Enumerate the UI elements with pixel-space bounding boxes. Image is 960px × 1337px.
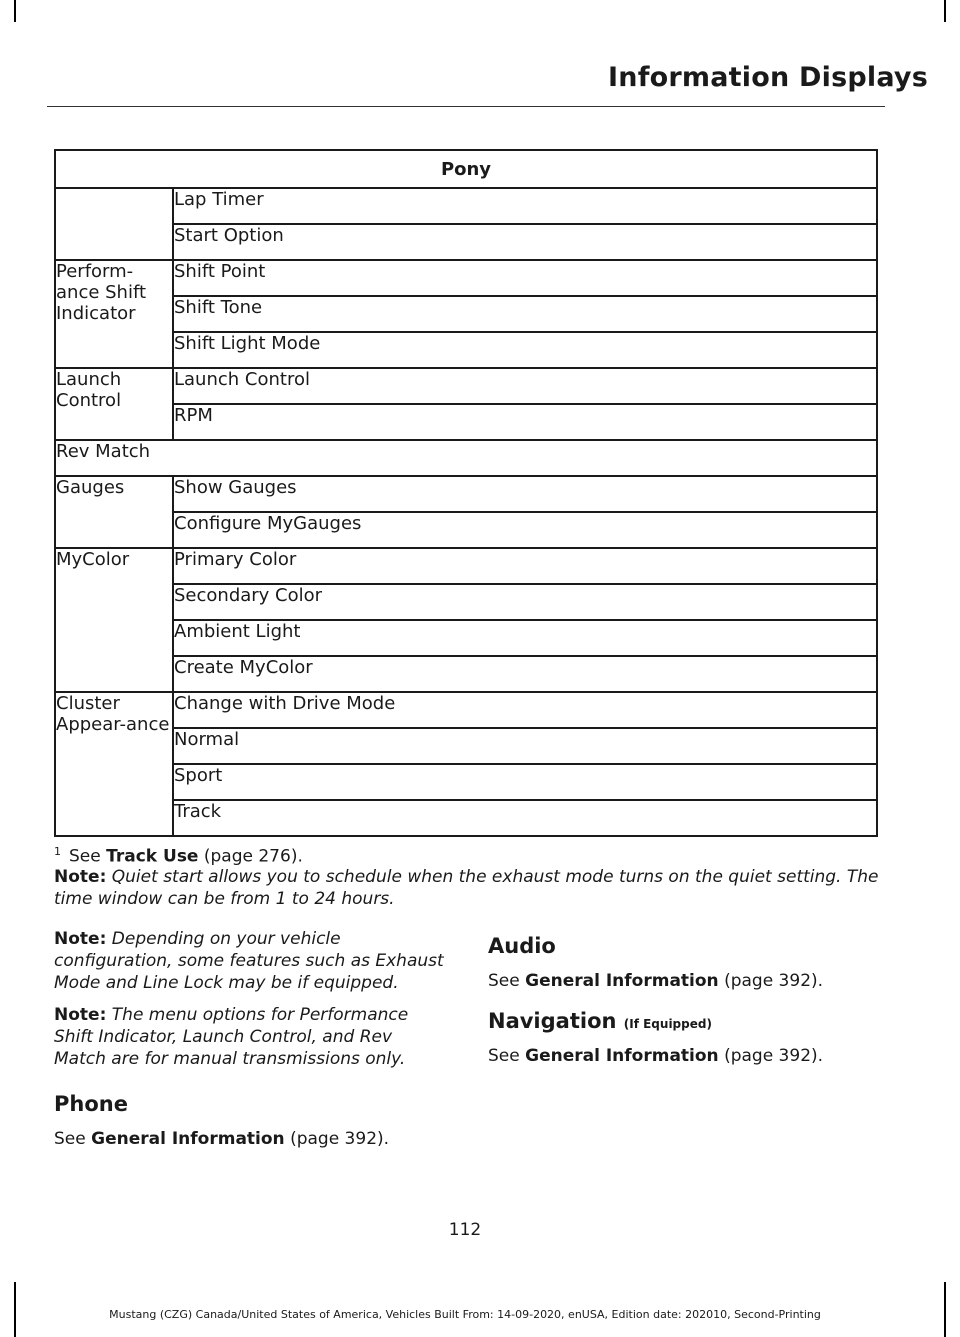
menu-option: Ambient Light: [173, 620, 877, 656]
table-row: [55, 260, 877, 296]
menu-option: Track: [173, 800, 877, 836]
table-row: [55, 620, 877, 656]
table-row: [55, 764, 877, 800]
table-header-row: [55, 150, 877, 188]
section-heading-navigation: [488, 1009, 888, 1033]
pony-menu-table: [54, 149, 878, 837]
see-text: See: [488, 1046, 520, 1066]
note-manual-transmission: [54, 1004, 449, 1070]
table-row: [55, 188, 877, 224]
menu-option: Launch Control: [173, 368, 877, 404]
menu-option: Show Gauges: [173, 476, 877, 512]
menu-option: Start Option: [173, 224, 877, 260]
menu-option: Lap Timer: [173, 188, 877, 224]
table-row: [55, 476, 877, 512]
table-row: [55, 728, 877, 764]
note-label: Note:: [54, 929, 107, 949]
table-row: [55, 512, 877, 548]
audio-link[interactable]: General Information: [525, 971, 719, 991]
menu-option: Change with Drive Mode: [173, 692, 877, 728]
right-column: [488, 928, 888, 1066]
table-row: [55, 656, 877, 692]
menu-option: Normal: [173, 728, 877, 764]
note-text: Quiet start allows you to schedule when the exhaust mode turns on the quiet setting. The time window can be from 1 to 24 hours.: [54, 867, 879, 909]
table-row: [55, 296, 877, 332]
table-row: [55, 548, 877, 584]
row-label: Cluster Appear-ance: [55, 692, 173, 836]
table-row: [55, 224, 877, 260]
note-quiet-start: [54, 866, 884, 910]
navigation-reference: [488, 1046, 888, 1066]
menu-option-full: Rev Match: [55, 440, 877, 476]
table-row: [55, 404, 877, 440]
section-heading-phone: Phone: [54, 1092, 128, 1116]
footnote-marker: 1: [54, 845, 61, 858]
page-title: Information Displays: [608, 62, 928, 93]
audio-reference: [488, 971, 888, 991]
page-ref: (page 392).: [724, 1046, 824, 1066]
row-label: Perform-ance Shift Indicator: [55, 260, 173, 368]
menu-option: Shift Light Mode: [173, 332, 877, 368]
menu-option: Sport: [173, 764, 877, 800]
menu-option: Configure MyGauges: [173, 512, 877, 548]
footer-text: Mustang (CZG) Canada/United States of America, Vehicles Built From: 14-09-2020, enUSA, Edition date: 202010, Second-Printing: [109, 1308, 821, 1321]
left-column: [54, 928, 449, 1149]
table-row: [55, 692, 877, 728]
table-row: [55, 440, 877, 476]
section-heading-audio: Audio: [488, 934, 556, 958]
see-text: See: [54, 1129, 86, 1149]
page-ref: (page 392).: [290, 1129, 390, 1149]
see-text: See: [488, 971, 520, 991]
table-row: [55, 368, 877, 404]
menu-option: Primary Color: [173, 548, 877, 584]
header-rule: [47, 106, 885, 107]
note-text: Depending on your vehicle configuration, some features such as Exhaust Mode and Line Lock may be if equipped.: [54, 929, 444, 993]
note-text: The menu options for Performance Shift Indicator, Launch Control, and Rev Match are for manual transmissions only.: [54, 1005, 409, 1069]
row-label: Gauges: [55, 476, 173, 548]
menu-option: Create MyColor: [173, 656, 877, 692]
note-label: Note:: [54, 867, 107, 887]
navigation-qualifier: (If Equipped): [623, 1017, 712, 1031]
menu-option: Shift Tone: [173, 296, 877, 332]
row-label: Launch Control: [55, 368, 173, 440]
table-row: [55, 800, 877, 836]
phone-reference: [54, 1129, 449, 1149]
crop-mark-bottom-right: [944, 1282, 946, 1337]
page-number: 112: [448, 1220, 482, 1240]
navigation-title: Navigation: [488, 1009, 617, 1033]
footnote: [54, 845, 303, 867]
table-row: [55, 584, 877, 620]
table-caption: Pony: [55, 150, 877, 188]
footnote-see: See: [69, 846, 101, 867]
navigation-link[interactable]: General Information: [525, 1046, 719, 1066]
note-label: Note:: [54, 1005, 107, 1025]
crop-mark-top-right: [944, 0, 946, 22]
menu-option: RPM: [173, 404, 877, 440]
phone-link[interactable]: General Information: [91, 1129, 285, 1149]
table-row: [55, 332, 877, 368]
menu-option: Shift Point: [173, 260, 877, 296]
menu-option: Secondary Color: [173, 584, 877, 620]
footnote-page: (page 276).: [203, 846, 303, 867]
row-label-blank: [55, 188, 173, 260]
row-label: MyColor: [55, 548, 173, 692]
crop-mark-top-left: [14, 0, 16, 22]
footnote-link[interactable]: Track Use: [106, 846, 199, 867]
note-configuration: [54, 928, 449, 994]
page-ref: (page 392).: [724, 971, 824, 991]
